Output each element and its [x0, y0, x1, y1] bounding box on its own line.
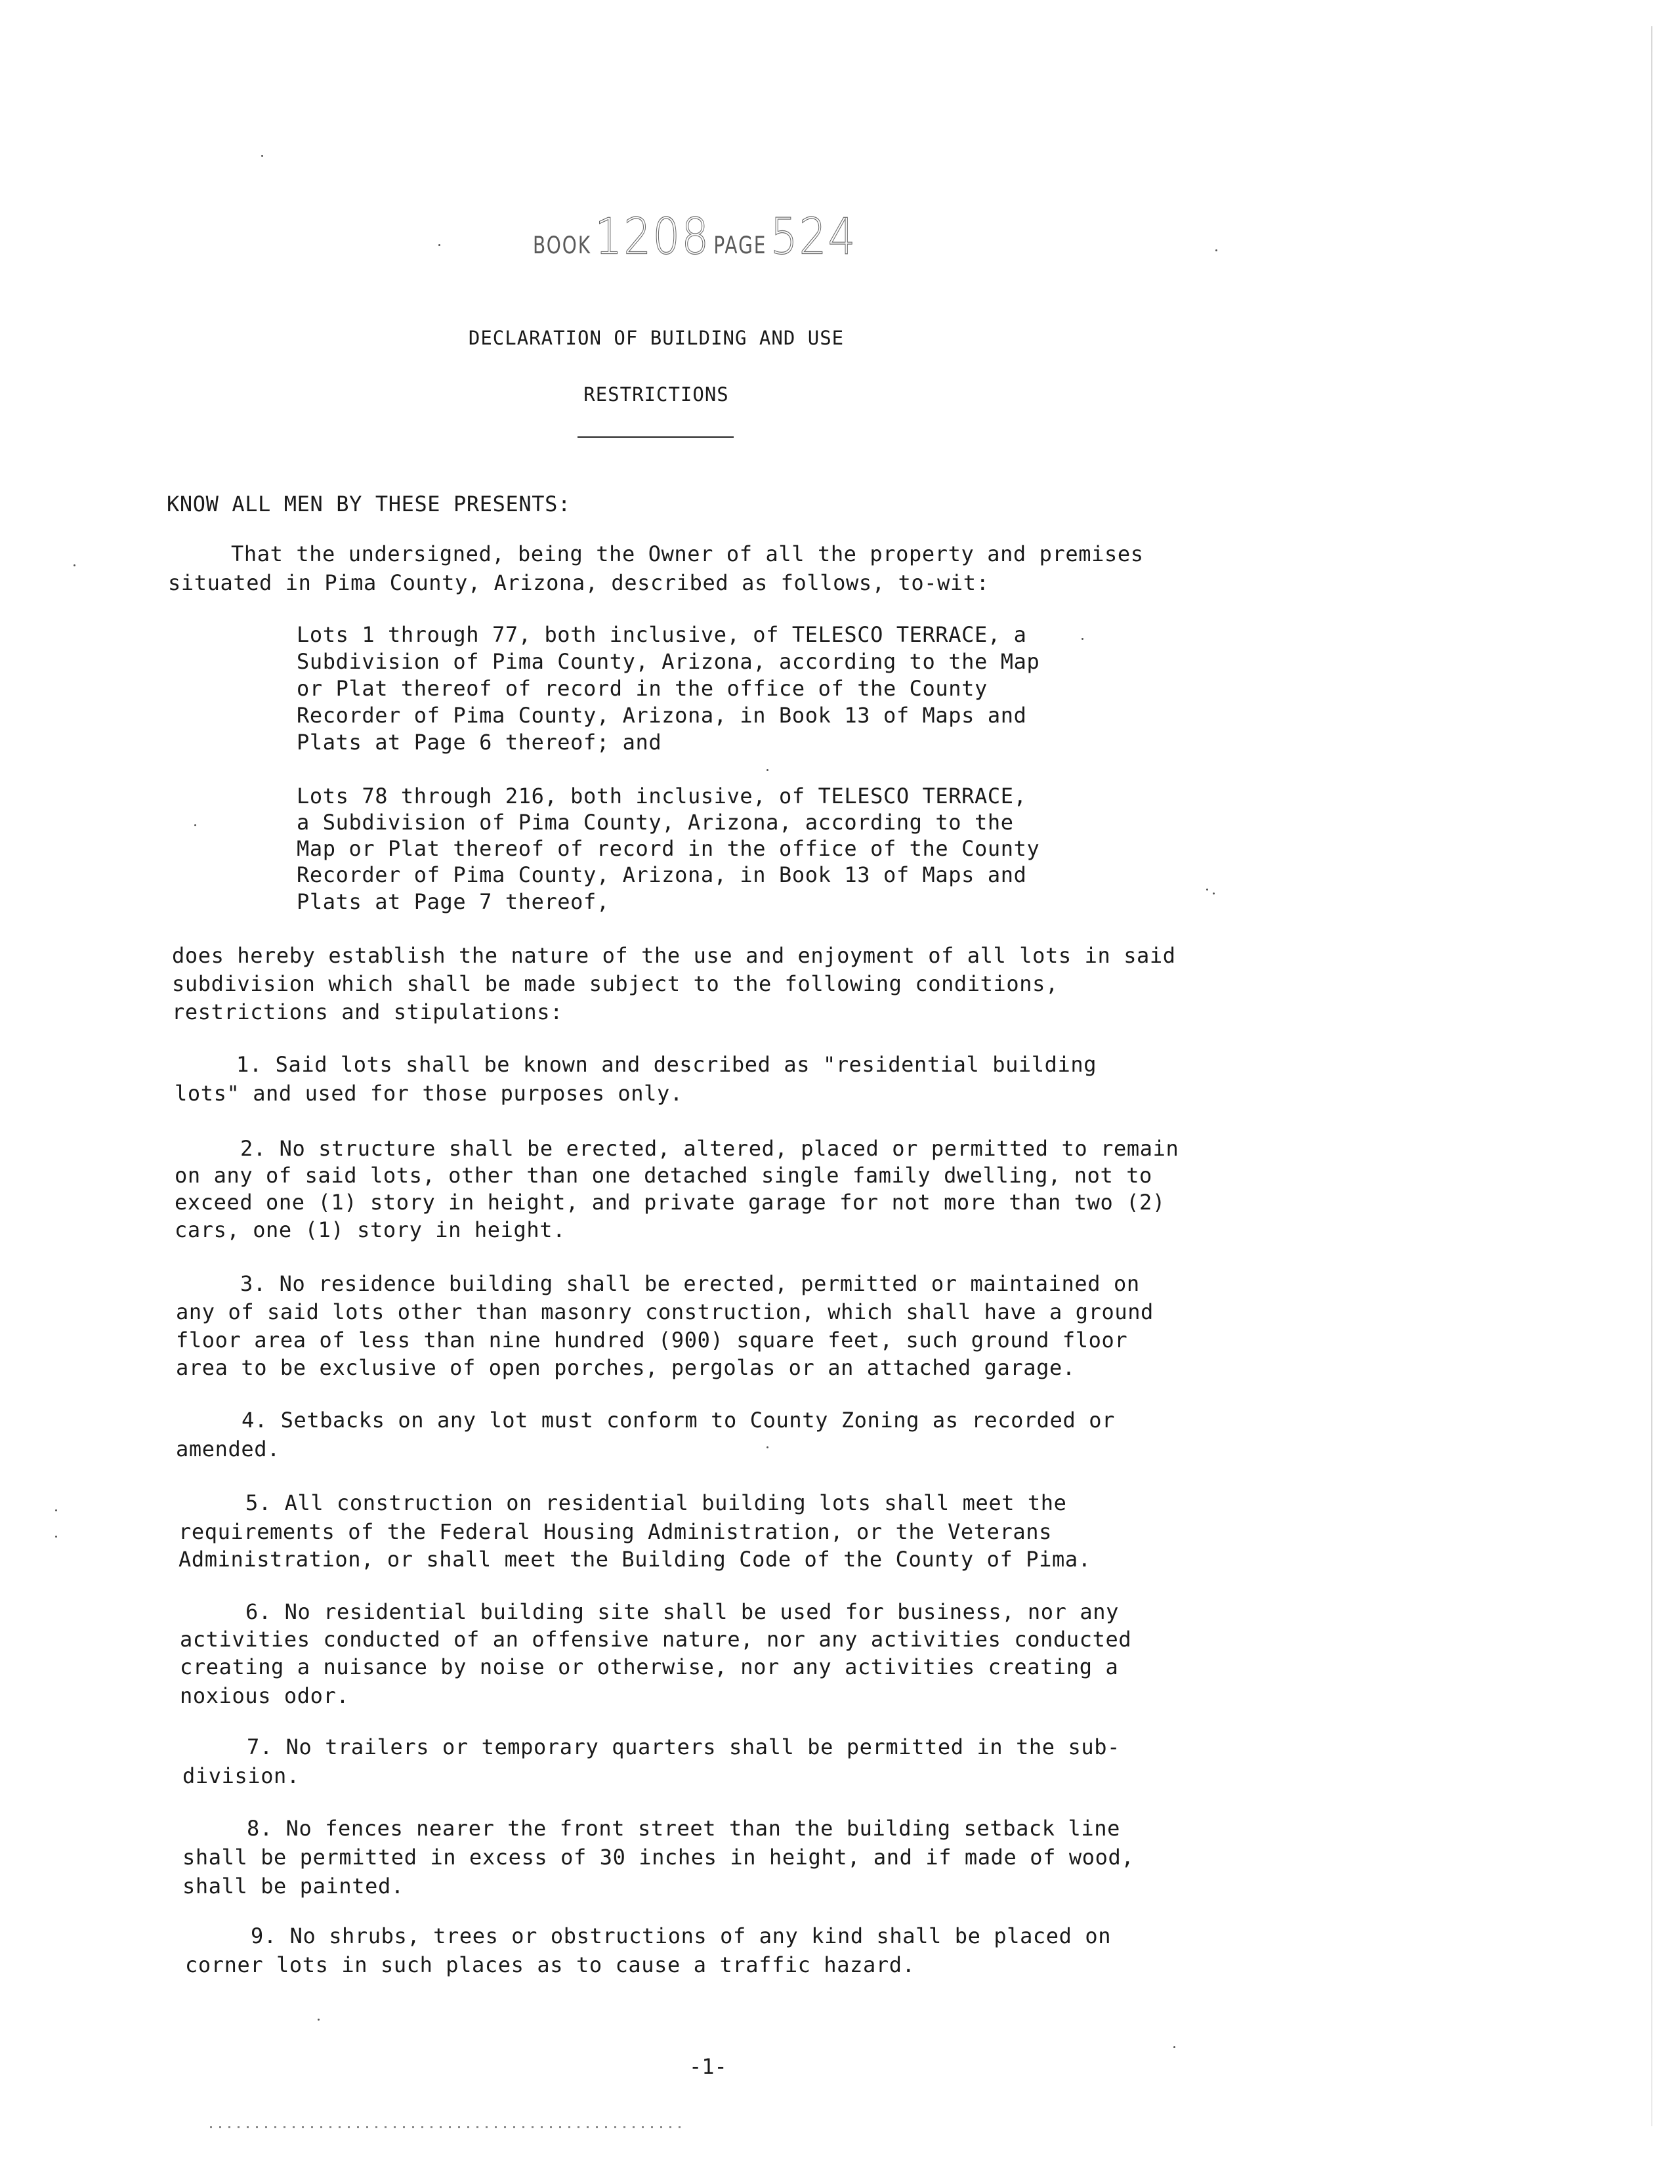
scan-speck [55, 1536, 57, 1538]
scan-speck [74, 564, 75, 566]
restriction-line: floor area of less than nine hundred (900) square feet, such ground floor [176, 1328, 1128, 1353]
restriction-line: corner lots in such places as to cause a traffic hazard. [185, 1952, 915, 1977]
scan-speck [438, 244, 440, 246]
scan-speck [1173, 2046, 1175, 2048]
restriction-line: noxious odor. [180, 1683, 350, 1708]
restriction-line: division. [182, 1763, 300, 1788]
intro-line: That the undersigned, being the Owner of all the property and premises [231, 541, 1144, 566]
stamp-book-number: 1208 [595, 207, 711, 266]
restriction-line: on any of said lots, other than one detached single family dwelling, not to [175, 1163, 1152, 1188]
restriction-line: exceed one (1) story in height, and private garage for not more than two (2) [175, 1190, 1166, 1215]
restriction-line: shall be painted. [182, 1874, 404, 1899]
scan-speck [1215, 249, 1217, 251]
document-title-line-1: DECLARATION OF BUILDING AND USE [468, 327, 845, 349]
scan-edge-line [1651, 26, 1652, 2126]
restriction-line: 6. No residential building site shall be used for business, nor any [245, 1599, 1119, 1624]
restriction-line: shall be permitted in excess of 30 inches in height, and if made of wood, [182, 1845, 1135, 1870]
restriction-line: cars, one (1) story in height. [175, 1217, 566, 1242]
restriction-line: 7. No trailers or temporary quarters shall be permitted in the sub- [247, 1734, 1120, 1759]
salutation: KNOW ALL MEN BY THESE PRESENTS: [167, 492, 571, 516]
establish-line: subdivision which shall be made subject to the following conditions, [172, 971, 1059, 996]
restriction-line: creating a nuisance by noise or otherwise, nor any activities creating a [180, 1654, 1119, 1679]
legal-line: Lots 1 through 77, both inclusive, of TELESCO TERRACE, a [297, 622, 1027, 647]
restriction-line: Administration, or shall meet the Building Code of the County of Pima. [178, 1547, 1091, 1572]
restriction-line: 9. No shrubs, trees or obstructions of any kind shall be placed on [251, 1923, 1112, 1948]
scan-speck [194, 824, 196, 826]
restriction-line: 4. Setbacks on any lot must conform to County Zoning as recorded or [242, 1408, 1115, 1433]
restriction-line: activities conducted of an offensive nature, nor any activities conducted [180, 1627, 1132, 1652]
restriction-line: requirements of the Federal Housing Administration, or the Veterans [178, 1519, 1052, 1544]
scan-speck [766, 769, 768, 771]
restriction-line: 2. No structure shall be erected, altered, placed or permitted to remain [240, 1136, 1179, 1161]
restriction-line: any of said lots other than masonry construction, which shall have a ground [176, 1299, 1154, 1324]
scan-speck [261, 155, 263, 157]
restriction-line: lots" and used for those purposes only. [175, 1081, 683, 1106]
scan-speck [55, 1509, 57, 1511]
restriction-line: 5. All construction on residential building lots shall meet the [245, 1490, 1067, 1515]
legal-line: or Plat thereof of record in the office of the County [297, 676, 988, 701]
scan-speck [1213, 892, 1215, 894]
scan-speck [318, 2019, 320, 2021]
stamp-page-label: PAGE [713, 231, 767, 259]
intro-line: situated in Pima County, Arizona, described as follows, to-wit: [168, 570, 990, 595]
legal-line: a Subdivision of Pima County, Arizona, according to the [297, 810, 1014, 835]
restriction-line: 8. No fences nearer the front street than the building setback line [247, 1816, 1120, 1841]
title-underline [578, 436, 734, 438]
stamp-page-number: 524 [770, 207, 857, 266]
legal-line: Recorder of Pima County, Arizona, in Book 13 of Maps and [297, 703, 1027, 728]
document-title-line-2: RESTRICTIONS [583, 383, 729, 406]
establish-line: does hereby establish the nature of the use and enjoyment of all lots in said [172, 943, 1176, 968]
restriction-line: 3. No residence building shall be erected, permitted or maintained on [240, 1271, 1140, 1296]
scan-speck [1206, 889, 1208, 891]
scan-noise-dots [210, 2126, 682, 2128]
recording-stamp [533, 207, 857, 266]
page-number: -1- [689, 2054, 727, 2079]
legal-line: Plats at Page 6 thereof; and [297, 730, 662, 755]
legal-line: Map or Plat thereof of record in the office of the County [297, 836, 1040, 861]
legal-line: Plats at Page 7 thereof, [297, 889, 610, 914]
restriction-line: area to be exclusive of open porches, pergolas or an attached garage. [176, 1355, 1076, 1380]
legal-line: Recorder of Pima County, Arizona, in Book 13 of Maps and [297, 862, 1027, 887]
restriction-line: 1. Said lots shall be known and described as "residential building [236, 1052, 1097, 1077]
legal-line: Subdivision of Pima County, Arizona, according to the Map [297, 649, 1040, 674]
scan-speck [766, 1446, 768, 1448]
stamp-book-label: BOOK [533, 231, 592, 259]
scan-speck [1082, 638, 1083, 640]
establish-line: restrictions and stipulations: [172, 999, 563, 1024]
legal-line: Lots 78 through 216, both inclusive, of TELESCO TERRACE, [297, 784, 1027, 808]
restriction-line: amended. [176, 1437, 280, 1461]
